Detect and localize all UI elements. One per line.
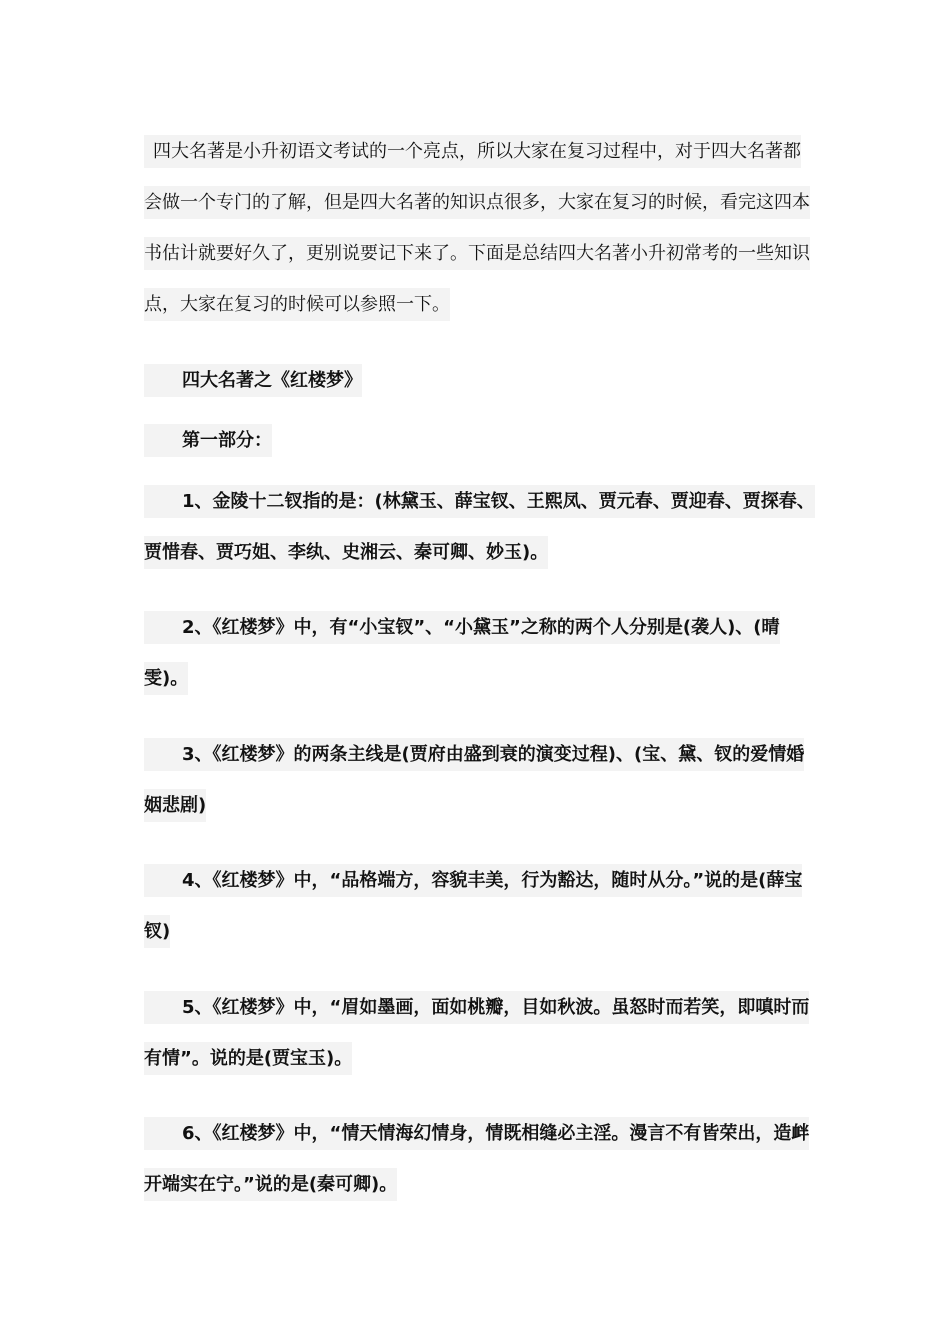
section-title [144,355,816,406]
list-item [144,1108,816,1210]
list-item-text: 6、《红楼梦》中，“情天情海幻情身，情既相缝必主淫。漫言不有皆荣出，造衅开端实在宁。”说的是(秦可卿)。 [144,1123,810,1195]
list-item [144,729,816,831]
part-title-text: 第一部分： [182,429,272,451]
list-item-text: 5、《红楼梦》中，“眉如墨画，面如桃瓣，目如秋波。虽怒时而若笑，即嗔时而有情”。说的是(贾宝玉)。 [144,996,810,1069]
list-item-text: 1、金陵十二钗指的是：(林黛玉、薛宝钗、王熙凤、贾元春、贾迎春、贾探春、贾惜春、贾巧姐、李纨、史湘云、秦可卿、妙玉)。 [144,490,815,563]
section-title-text: 四大名著之《红楼梦》 [182,369,362,391]
list-item-text: 2、《红楼梦》中，有“小宝钗”、“小黛玉”之称的两个人分别是(袭人)、(晴雯)。 [144,617,780,689]
intro-paragraph [144,126,816,330]
list-item [144,855,816,957]
list-item [144,982,816,1084]
list-item-text: 3、《红楼梦》的两条主线是(贾府由盛到衰的演变过程)、(宝、黛、钗的爱情婚姻悲剧) [144,743,805,816]
list-item-text: 4、《红楼梦》中，“品格端方，容貌丰美，行为豁达，随时从分。”说的是(薛宝钗) [144,870,803,942]
list-item [144,476,816,578]
intro-text-highlight [144,135,810,321]
intro-text: 四大名著是小升初语文考试的一个亮点，所以大家在复习过程中，对于四大名著都会做一个专门的了解，但是四大名著的知识点很多，大家在复习的时候，看完这四本书估计就要好久了，更别说要记下来了。下面是总结四大名著小升初常考的一些知识点，大家在复习的时候可以参照一下。 [144,141,810,315]
part-title [144,415,816,466]
document-body [144,126,816,1235]
list-item [144,602,816,704]
